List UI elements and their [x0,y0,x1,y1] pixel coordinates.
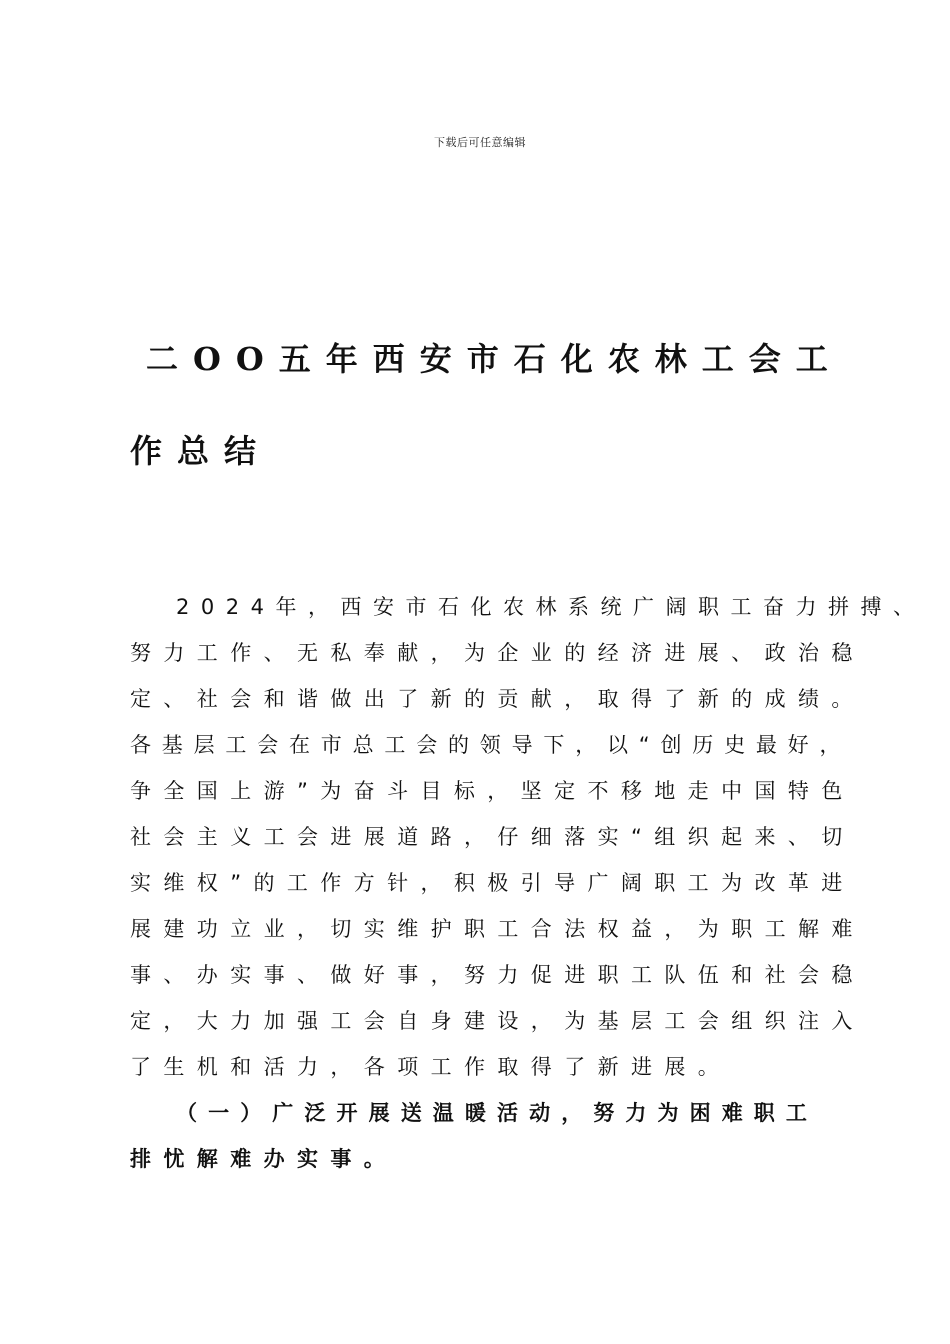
paragraph-line: 了生机和活力，各项工作取得了新进展。 [130,1055,732,1079]
section-heading-line: （一）广泛开展送温暖活动，努力为困难职工 [176,1101,818,1125]
paragraph-line: 努力工作、无私奉献，为企业的经济进展、政治稳 [130,641,865,665]
header-note: 下载后可任意编辑 [434,136,526,149]
paragraph-line: 实维权”的工作方针，积极引导广阔职工为改革进 [130,871,855,895]
paragraph-line: 2024年，西安市石化农林系统广阔职工奋力拼搏、 [176,595,926,619]
paragraph-line: 事、办实事、做好事，努力促进职工队伍和社会稳 [130,963,865,987]
paragraph-line: 定、社会和谐做出了新的贡献，取得了新的成绩。 [130,687,865,711]
paragraph-line: 社会主义工会进展道路，仔细落实“组织起来、切 [130,825,855,849]
paragraph-line: 定，大力加强工会自身建设，为基层工会组织注入 [130,1009,865,1033]
paragraph-line: 争全国上游”为奋斗目标，坚定不移地走中国特色 [130,779,855,803]
section-heading-line: 排忧解难办实事。 [130,1147,398,1171]
paragraph-line: 展建功立业，切实维护职工合法权益，为职工解难 [130,917,865,941]
document-title-line-1: 二OO五年西安市石化农林工会工 [146,340,843,378]
paragraph-line: 各基层工会在市总工会的领导下，以“创历史最好， [130,733,852,757]
document-title-line-2: 作总结 [130,432,272,470]
